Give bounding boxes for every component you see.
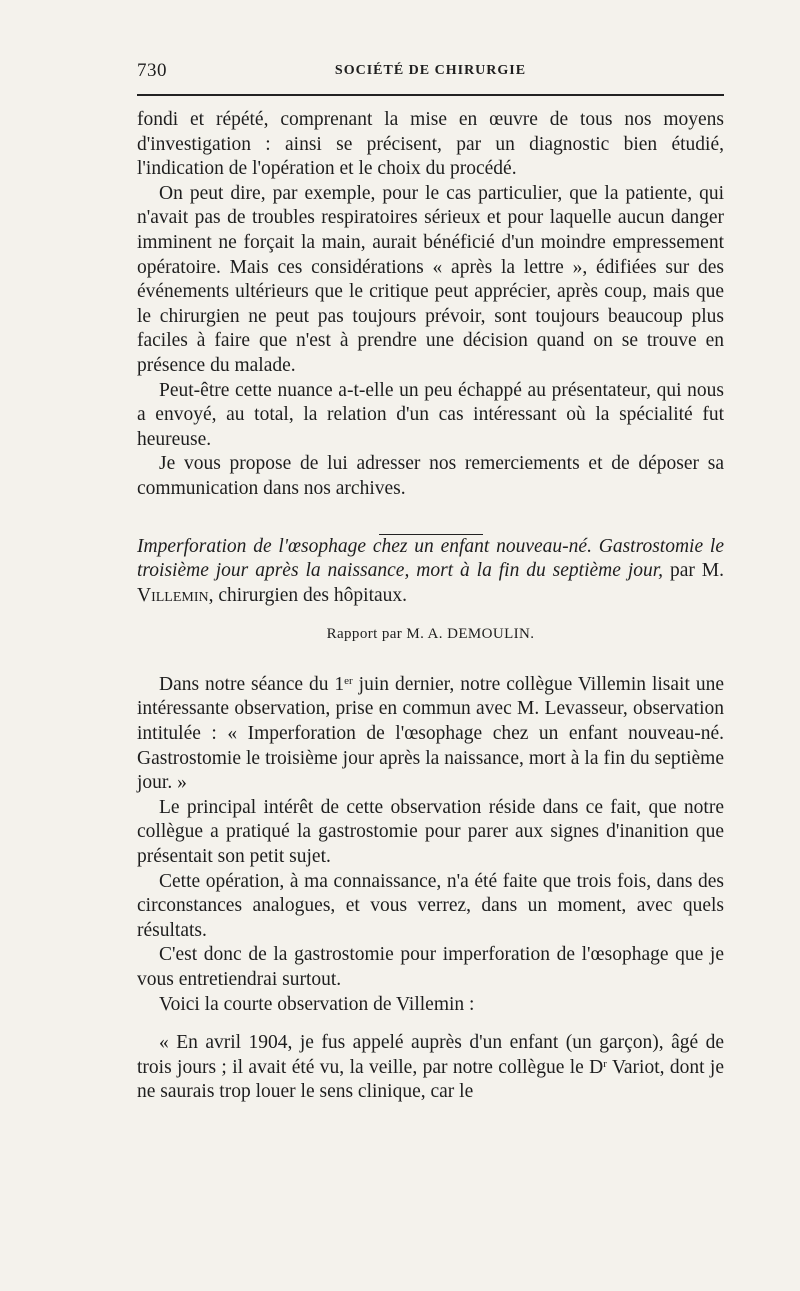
superscript: er: [344, 674, 353, 687]
article-title-by: par M.: [669, 560, 725, 582]
paragraph-text: juin dernier, notre collègue Villemin lisait une intéressante observation, prise en commun avec M. Levasseur, observation intitulée : « Imperforation de l'œsophage chez un enfant nouveau-né. Gastrostomie le troisième jour après la naissance, mort à la fin du septième jour. »: [137, 673, 724, 794]
article-author: Villemin: [137, 584, 209, 606]
paragraph: Le principal intérêt de cette observation réside dans ce fait, que notre collègue a pratiqué la gastrostomie pour parer aux signes d'inanition que présentait son petit sujet.: [137, 796, 724, 868]
page-header: [137, 60, 724, 90]
paragraph-text: Dans notre séance du 1: [159, 673, 345, 695]
paragraph: On peut dire, par exemple, pour le cas particulier, que la patiente, qui n'avait pas de troubles respiratoires sérieux et pour laquelle aucun danger imminent ne forçait la main, aurait bénéficié d'un moindre empressement opératoire. Mais ces considérations « après la lettre », édifiées sur des événements ultérieurs que le critique peut apprécier, après coup, mais que le chirurgien ne peut pas toujours prévoir, sont toujours beaucoup plus faciles à faire que n'est à prendre une décision quand on se trouve en présence du malade.: [137, 182, 724, 376]
paragraph: C'est donc de la gastrostomie pour imperforation de l'œsophage que je vous entretiendrai surtout.: [137, 944, 724, 990]
article-author-role: , chirurgien des hôpitaux.: [208, 584, 408, 606]
paragraph: Cette opération, à ma connaissance, n'a été faite que trois fois, dans des circonstances analogues, et vous verrez, dans un moment, avec quels résultats.: [137, 870, 724, 941]
paragraph: [137, 673, 724, 796]
paragraph-text: Variot, dont je ne saurais trop louer le sens clinique, car le: [137, 1056, 724, 1103]
paragraph-continuation: fondi et répété, comprenant la mise en œuvre de tous nos moyens d'investigation : ainsi se précisent, par un diagnostic bien étudié, l'indication de l'opération et le choix du procédé.: [137, 109, 724, 180]
paragraph-text: « En avril 1904, je fus appelé auprès d'un enfant (un garçon), âgé de trois jours ; il avait été vu, la veille, par notre collègue le D: [137, 1032, 724, 1078]
body-text: [137, 108, 724, 1105]
page-number: 730: [137, 60, 167, 81]
running-title: SOCIÉTÉ DE CHIRURGIE: [334, 63, 527, 78]
header-rule: [137, 94, 724, 96]
paragraph: Je vous propose de lui adresser nos remerciements et de déposer sa communication dans nos archives.: [137, 453, 724, 499]
spacer: [137, 1017, 724, 1031]
article-title-italic: Imperforation de l'œsophage chez un enfant nouveau-né. Gastrostomie le troisième jour après la naissance, mort à la fin du septième jour,: [137, 535, 724, 582]
superscript: r: [603, 1057, 607, 1070]
quote-paragraph: [137, 1031, 724, 1105]
paragraph: Voici la courte observation de Villemin :: [159, 993, 475, 1015]
paragraph: Peut-être cette nuance a-t-elle un peu échappé au présentateur, qui nous a envoyé, au total, la relation d'un cas intéressant où la spécialité fut heureuse.: [137, 379, 724, 450]
article-title: [137, 535, 724, 609]
report-byline: Rapport par M. A. DEMOULIN.: [326, 626, 535, 643]
